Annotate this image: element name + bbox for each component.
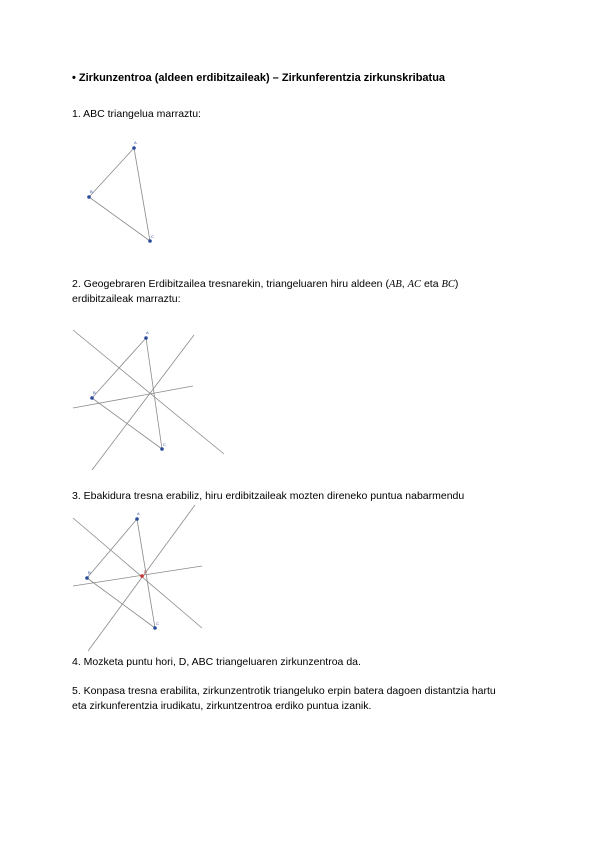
label-c: C bbox=[156, 621, 159, 626]
label-a: A bbox=[146, 330, 149, 335]
sep-1: , bbox=[401, 278, 408, 290]
circumcenter-d bbox=[140, 574, 144, 578]
sep-2: eta bbox=[421, 278, 442, 290]
label-c: C bbox=[151, 234, 154, 239]
label-b: B bbox=[93, 390, 96, 395]
label-d: D bbox=[144, 569, 147, 574]
segment-ac: AC bbox=[407, 279, 422, 290]
label-a: A bbox=[134, 140, 137, 145]
bisector-ab bbox=[73, 518, 202, 628]
segment-ab: AB bbox=[388, 279, 402, 290]
bisector-bc bbox=[88, 505, 195, 651]
step-2-line-2: erdibitzaileak marraztu: bbox=[72, 293, 181, 305]
step-4: 4. Mozketa puntu hori, D, ABC triangeluaren zirkunzentroa da. bbox=[72, 656, 361, 668]
step-5-line-2: eta zirkunferentzia irudikatu, zirkuntzentroa erdiko puntua izanik. bbox=[72, 700, 372, 712]
vertex-c bbox=[153, 626, 157, 630]
step-5-line-1: 5. Konpasa tresna erabilita, zirkunzentrotik triangeluko erpin batera dagoen distantzia hartu bbox=[72, 685, 496, 697]
page-title: • Zirkunzentroa (aldeen erdibitzaileak) – Zirkunferentzia zirkunskribatua bbox=[72, 72, 446, 84]
vertex-b bbox=[85, 576, 89, 580]
close-paren: ) bbox=[454, 278, 459, 290]
side-ab bbox=[87, 519, 137, 578]
label-c: C bbox=[163, 442, 166, 447]
step-3: 3. Ebakidura tresna erabiliz, hiru erdibitzaileak mozten direneko puntua nabarmendu bbox=[72, 490, 465, 502]
label-b: B bbox=[90, 189, 93, 194]
segment-bc: BC bbox=[441, 279, 455, 290]
label-a: A bbox=[137, 511, 140, 516]
step-2-text: 2. Geogebraren Erdibitzailea tresnarekin, triangeluaren hiru aldeen ( bbox=[72, 278, 389, 290]
vertex-a bbox=[135, 517, 139, 521]
step-1: 1. ABC triangelua marraztu: bbox=[72, 108, 201, 120]
side-bc bbox=[87, 578, 155, 628]
label-b: B bbox=[88, 570, 91, 575]
